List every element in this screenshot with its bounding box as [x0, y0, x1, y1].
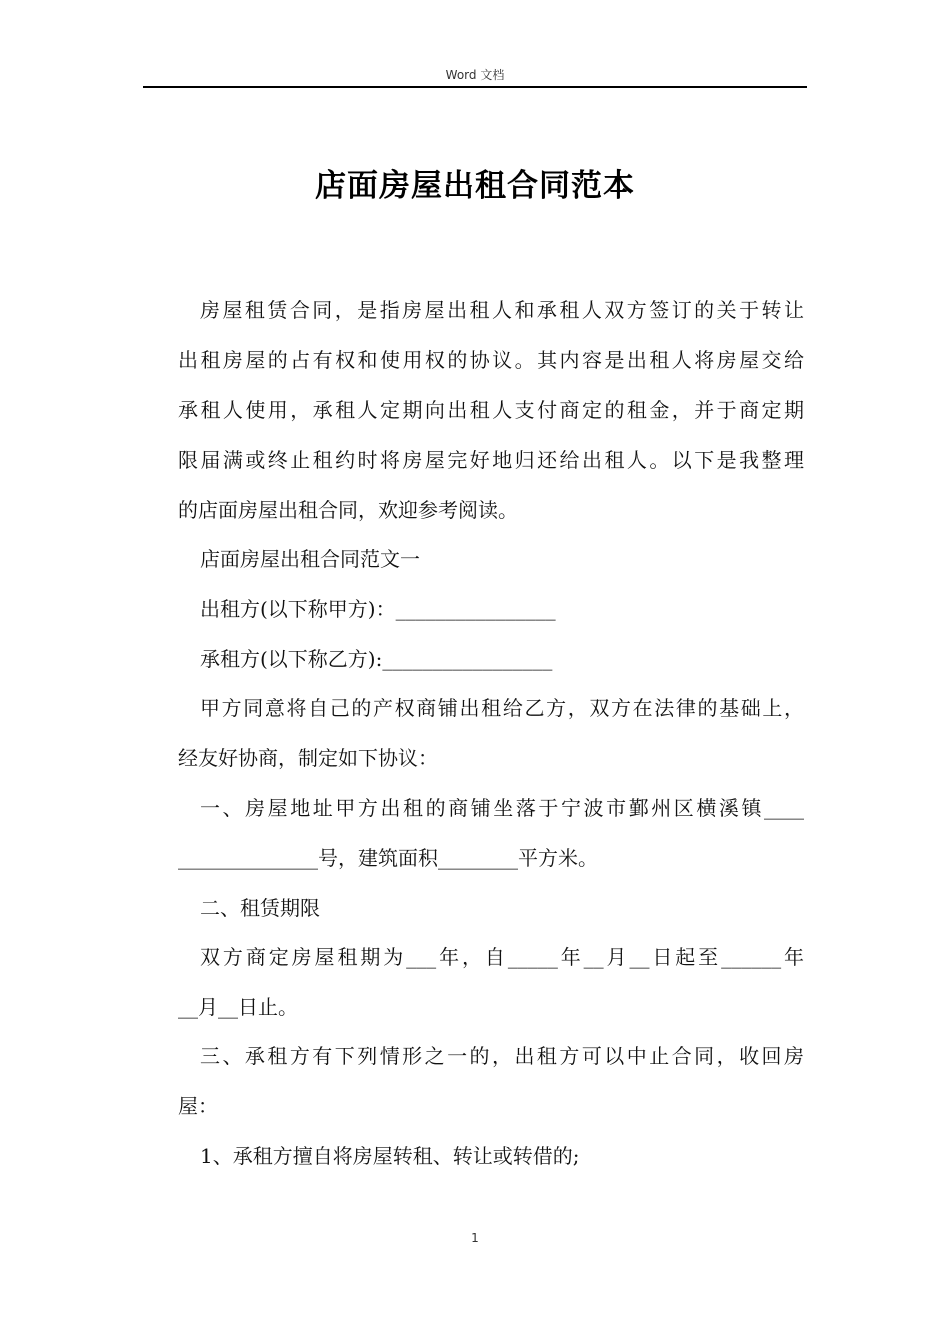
page-header: Word 文档 [445, 68, 505, 82]
clause-address: 一、房屋地址甲方出租的商铺坐落于宁波市鄞州区横溪镇____ [200, 796, 804, 820]
body-line: 限届满或终止租约时将房屋完好地归还给出租人。以下是我整理 [178, 448, 804, 472]
list-item: 1、承租方擅自将房屋转租、转让或转借的; [200, 1144, 580, 1168]
page-number: 1 [471, 1231, 479, 1245]
clause-term-heading: 二、租赁期限 [200, 896, 320, 920]
body-line: 双方商定房屋租期为___年，自_____年__月__日起至______年 [200, 945, 804, 969]
section-heading: 店面房屋出租合同范文一 [200, 547, 420, 571]
body-line: 承租人使用，承租人定期向出租人支付商定的租金，并于商定期 [178, 398, 804, 422]
lessee-line: 承租方(以下称乙方):_________________ [200, 647, 553, 671]
body-line: 甲方同意将自己的产权商铺出租给乙方，双方在法律的基础上， [200, 696, 804, 720]
body-line: __月__日止。 [178, 995, 298, 1019]
lessor-line: 出租方(以下称甲方)：________________ [200, 597, 556, 621]
body-line: 的店面房屋出租合同，欢迎参考阅读。 [178, 498, 518, 522]
header-divider [143, 86, 807, 88]
body-line: 经友好协商，制定如下协议： [178, 746, 438, 770]
body-line: ______________号，建筑面积________平方米。 [178, 846, 598, 870]
body-line: 出租房屋的占有权和使用权的协议。其内容是出租人将房屋交给 [178, 348, 804, 372]
body-line: 房屋租赁合同，是指房屋出租人和承租人双方签订的关于转让 [200, 298, 804, 322]
body-line: 屋： [178, 1094, 218, 1118]
document-title: 店面房屋出租合同范本 [315, 168, 635, 204]
clause-termination: 三、承租方有下列情形之一的，出租方可以中止合同，收回房 [200, 1044, 804, 1068]
